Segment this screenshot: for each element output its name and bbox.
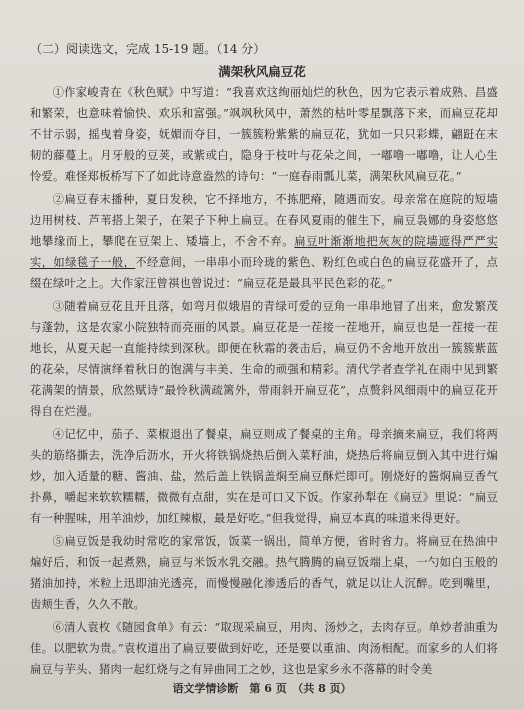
paragraph-2-text-after: 不经意间，一串串小而玲珑的紫色、粉红色或白色的扁豆花盛开了，点缀在绿叶之上。大作家汪曾祺也曾说过：“扁豆花是最具平民色彩的花。” [30,256,498,290]
paragraph-4: ④记忆中，茄子、菜椒退出了餐桌，扁豆则成了餐桌的主角。母亲摘来扁豆，我们将两头的筋络撕去，洗净后沥水，开火将铁锅烧热后倒入菜籽油，烧热后将扁豆倒入其中进行煸炒，加入适量的糖、酱油、盐，然后盖上铁锅盖焖至扁豆酥烂即可。刚烧好的酱焖扁豆香气扑鼻，嚼起来软软糯糯，微微有点甜，实在是可口又下饭。作家孙犁在《扁豆》里说：“扁豆有一种腥味，用羊油炒，加红辣椒，最是好吃。”但我觉得，扁豆本真的味道来得更好。 [30,428,498,525]
paragraph-3: ③随着扁豆花且开且落，如弯月似娥眉的青绿可爱的豆角一串串地冒了出来，愈发繁茂与蓬勃，这是农家小院独特而亮丽的风景。扁豆花是一茬接一茬地开，扁豆也是一茬接一茬地长，从夏天起一直能持续到深秋。即便在秋霜的袭击后，扁豆仍不舍地开放出一簇簇紫蓝的花朵，尽情演绎着秋日的饱满与丰美、生命的顽强和精彩。清代学者查学礼在雨中见到繁花满架的情景，欣然赋诗“最怜秋满疏篱外，带雨斜开扁豆花”，点赘斜风细雨中的扁豆花开得自在烂漫。 [30,300,498,418]
paragraph-2-text-before: ②扁豆春末播种，夏日发秧，它不择地方，不拣肥瘠，随遇而安。母亲常在庭院的短墙边用树枝、芦苇搭上架子，在架子下种上扁豆。在春风夏雨的催生下，扁豆袅娜的身姿悠悠地攀缘而上，攀爬在豆架上、矮墙上，不舍不弃。 [30,193,498,248]
page-footer: 语文学情诊断 第 6 页 （共 8 页） [172,682,352,695]
paragraph-6: ⑥清人袁枚《随园食单》有云：“取现采扁豆，用肉、汤炒之，去肉存豆。单炒者油重为佳。以肥软为贵。”袁枚道出了扁豆要做到好吃，还是要以重油、肉汤相配。而家乡的人们将扁豆与芋头、猪肉一起红烧与之有异曲同工之妙，这也是家乡永不落幕的时令美 [30,621,498,676]
underlined-sentence: 扁豆叶渐渐地把灰灰的院墙遮得严严实实，如绿毯子一般， [30,235,499,269]
article-title: 满架秋风扁豆花 [218,64,306,79]
paragraph-2 [30,189,498,294]
section-heading: （二）阅读选文，完成 15-19 题。（14 分） [30,42,266,56]
paragraph-1: ①作家峻青在《秋色赋》中写道：“我喜欢这绚丽灿烂的秋色，因为它表示着成熟、昌盛和繁荣，也意味着愉快、欢乐和富强。”飒飒秋风中，萧然的枯叶零星飘落下来，而扁豆花却不甘示弱，摇曳着身姿，妩媚而夺目，一簇簇粉紫紫的扁豆花，犹如一只只彩蝶，翩跹在末韧的藤蔓上。月牙般的豆荚，或紫或白，隐身于枝叶与花朵之间，一嘟噜一嘟噜，让人心生怜爱。难怪郑板桥写下了如此诗意盎然的诗句：“一庭春雨瓢儿菜，满架秋风扁豆花。” [30,86,498,183]
paragraph-5: ⑤扁豆饭是我幼时常吃的家常饭，饭菜一锅出，简单方便，省时省力。将扁豆在热油中煸好后，和饭一起煮熟，扁豆与米饭水乳交融。热气腾腾的扁豆饭端上桌，一勺如白玉般的猪油加持，米粒上迅即油光透亮，而慢慢融化渗透后的香气，就足以让人沉醉。吃到嘴里，齿颊生香，久久不散。 [30,535,498,611]
article-body [30,82,498,682]
